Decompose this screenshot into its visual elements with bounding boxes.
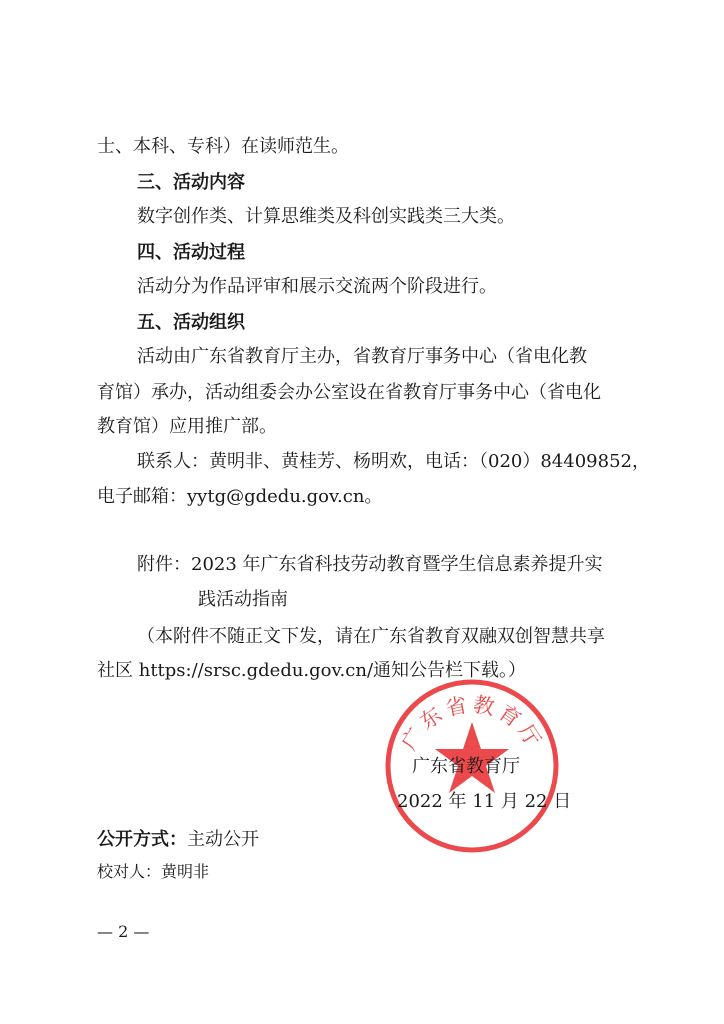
disclosure-label: 公开方式： [97, 829, 187, 850]
attachment-line-1: 附件：2023 年广东省科技劳动教育暨学生信息素养提升实 [137, 554, 603, 575]
section-5-paragraph-line-3: 教育馆）应用推广部。 [97, 416, 277, 437]
attachment-note-line-1: （本附件不随正文下发，请在广东省教育双融双创智慧共享 [137, 626, 605, 647]
signature-organization: 广东省教育厅 [412, 756, 520, 777]
section-5-title: 五、活动组织 [137, 312, 245, 333]
page-number: — 2 — [97, 922, 150, 941]
section-4-text: 活动分为作品评审和展示交流两个阶段进行。 [137, 276, 497, 297]
attachment-note-line-2: 社区 https://srsc.gdedu.gov.cn/通知公告栏下载。） [97, 660, 527, 681]
section-5-paragraph-line-1: 活动由广东省教育厅主办，省教育厅事务中心（省电化教 [137, 346, 587, 367]
section-3-title: 三、活动内容 [137, 172, 245, 193]
contact-line-2: 电子邮箱：yytg@gdedu.gov.cn。 [97, 486, 383, 507]
signature-date: 2022 年 11 月 22 日 [397, 791, 572, 812]
disclosure-value: 主动公开 [187, 829, 259, 850]
disclosure-line [97, 828, 259, 852]
section-4-title: 四、活动过程 [137, 242, 245, 263]
svg-text:广东省教育厅: 广东省教育厅 [396, 692, 548, 755]
contact-line-1: 联系人：黄明非、黄桂芳、杨明欢，电话：（020）84409852， [137, 451, 650, 472]
attachment-line-2: 践活动指南 [198, 589, 288, 610]
body-line-1: 士、本科、专科）在读师范生。 [97, 136, 349, 157]
section-3-text: 数字创作类、计算思维类及科创实践类三大类。 [137, 206, 515, 227]
section-5-paragraph-line-2: 育馆）承办，活动组委会办公室设在省教育厅事务中心（省电化 [97, 382, 601, 403]
proofreader: 校对人：黄明非 [97, 862, 210, 881]
